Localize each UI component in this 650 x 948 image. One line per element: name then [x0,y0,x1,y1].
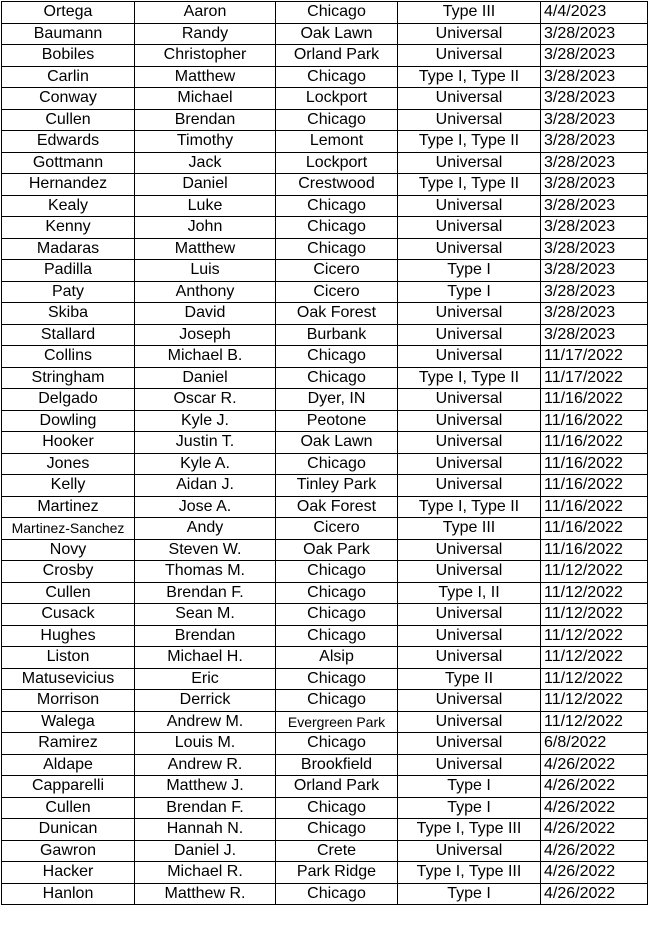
table-row [2,109,648,131]
date-cell: 3/28/2023 [541,281,648,303]
first-name-cell: Oscar R. [135,389,276,411]
city-cell: Oak Lawn [276,432,398,454]
table-row [2,840,648,862]
city-cell: Oak Park [276,539,398,561]
last-name-cell: Kenny [2,217,135,239]
city-cell: Park Ridge [276,862,398,884]
type-cell: Universal [398,23,541,45]
type-cell: Universal [398,647,541,669]
table-row [2,518,648,540]
date-cell: 4/26/2022 [541,797,648,819]
city-cell: Lockport [276,88,398,110]
type-cell: Universal [398,475,541,497]
last-name-cell: Aldape [2,754,135,776]
city-cell: Chicago [276,2,398,24]
table-row [2,346,648,368]
first-name-cell: Daniel J. [135,840,276,862]
city-cell: Chicago [276,238,398,260]
table-body [2,2,648,905]
city-cell: Chicago [276,604,398,626]
date-cell: 3/28/2023 [541,260,648,282]
last-name-cell: Delgado [2,389,135,411]
type-cell: Universal [398,690,541,712]
table-row [2,217,648,239]
city-cell: Orland Park [276,45,398,67]
first-name-cell: David [135,303,276,325]
first-name-cell: Luis [135,260,276,282]
first-name-cell: Hannah N. [135,819,276,841]
type-cell: Universal [398,152,541,174]
type-cell: Universal [398,604,541,626]
table-row [2,45,648,67]
type-cell: Universal [398,453,541,475]
type-cell: Type I, Type II [398,174,541,196]
table-row [2,883,648,905]
date-cell: 4/26/2022 [541,862,648,884]
table-row [2,539,648,561]
type-cell: Type III [398,518,541,540]
table-row [2,561,648,583]
type-cell: Type I [398,797,541,819]
last-name-cell: Hacker [2,862,135,884]
city-cell: Evergreen Park [276,711,398,733]
type-cell: Universal [398,324,541,346]
date-cell: 3/28/2023 [541,174,648,196]
city-cell: Oak Forest [276,496,398,518]
city-cell: Cicero [276,260,398,282]
date-cell: 4/26/2022 [541,776,648,798]
date-cell: 3/28/2023 [541,217,648,239]
table-row [2,496,648,518]
table-row [2,862,648,884]
table-row [2,625,648,647]
first-name-cell: Christopher [135,45,276,67]
city-cell: Dyer, IN [276,389,398,411]
table-row [2,260,648,282]
last-name-cell: Dowling [2,410,135,432]
first-name-cell: Derrick [135,690,276,712]
first-name-cell: Andrew M. [135,711,276,733]
table-row [2,23,648,45]
first-name-cell: Luke [135,195,276,217]
city-cell: Chicago [276,819,398,841]
last-name-cell: Hooker [2,432,135,454]
table-row [2,582,648,604]
last-name-cell: Collins [2,346,135,368]
last-name-cell: Skiba [2,303,135,325]
date-cell: 11/16/2022 [541,475,648,497]
first-name-cell: Jack [135,152,276,174]
table-row [2,88,648,110]
table-row [2,754,648,776]
last-name-cell: Matusevicius [2,668,135,690]
date-cell: 4/26/2022 [541,754,648,776]
date-cell: 11/16/2022 [541,496,648,518]
date-cell: 3/28/2023 [541,109,648,131]
city-cell: Crete [276,840,398,862]
table-row [2,303,648,325]
table-row [2,195,648,217]
type-cell: Universal [398,303,541,325]
type-cell: Type I [398,776,541,798]
last-name-cell: Martinez [2,496,135,518]
city-cell: Chicago [276,346,398,368]
type-cell: Type I, Type II [398,131,541,153]
first-name-cell: Anthony [135,281,276,303]
first-name-cell: John [135,217,276,239]
last-name-cell: Hernandez [2,174,135,196]
date-cell: 3/28/2023 [541,195,648,217]
last-name-cell: Madaras [2,238,135,260]
city-cell: Chicago [276,453,398,475]
type-cell: Universal [398,109,541,131]
date-cell: 6/8/2022 [541,733,648,755]
last-name-cell: Dunican [2,819,135,841]
first-name-cell: Michael H. [135,647,276,669]
date-cell: 3/28/2023 [541,131,648,153]
city-cell: Chicago [276,733,398,755]
first-name-cell: Justin T. [135,432,276,454]
date-cell: 11/12/2022 [541,604,648,626]
first-name-cell: Brendan [135,109,276,131]
table-row [2,475,648,497]
table-row [2,604,648,626]
city-cell: Crestwood [276,174,398,196]
last-name-cell: Stringham [2,367,135,389]
last-name-cell: Edwards [2,131,135,153]
date-cell: 4/26/2022 [541,840,648,862]
table-row [2,174,648,196]
first-name-cell: Joseph [135,324,276,346]
certification-table [1,1,648,905]
type-cell: Universal [398,840,541,862]
date-cell: 3/28/2023 [541,303,648,325]
city-cell: Chicago [276,625,398,647]
first-name-cell: Matthew R. [135,883,276,905]
date-cell: 3/28/2023 [541,324,648,346]
first-name-cell: Eric [135,668,276,690]
table-row [2,797,648,819]
last-name-cell: Jones [2,453,135,475]
date-cell: 11/12/2022 [541,711,648,733]
first-name-cell: Brendan F. [135,582,276,604]
table-row [2,238,648,260]
date-cell: 4/26/2022 [541,819,648,841]
first-name-cell: Michael R. [135,862,276,884]
city-cell: Lemont [276,131,398,153]
type-cell: Universal [398,238,541,260]
first-name-cell: Timothy [135,131,276,153]
city-cell: Oak Forest [276,303,398,325]
last-name-cell: Morrison [2,690,135,712]
first-name-cell: Andy [135,518,276,540]
last-name-cell: Ramirez [2,733,135,755]
type-cell: Universal [398,217,541,239]
type-cell: Universal [398,539,541,561]
date-cell: 11/12/2022 [541,690,648,712]
first-name-cell: Daniel [135,367,276,389]
last-name-cell: Stallard [2,324,135,346]
last-name-cell: Ortega [2,2,135,24]
type-cell: Universal [398,432,541,454]
first-name-cell: Sean M. [135,604,276,626]
date-cell: 4/26/2022 [541,883,648,905]
last-name-cell: Crosby [2,561,135,583]
date-cell: 11/16/2022 [541,539,648,561]
city-cell: Oak Lawn [276,23,398,45]
city-cell: Chicago [276,66,398,88]
city-cell: Tinley Park [276,475,398,497]
table-row [2,389,648,411]
table-row [2,281,648,303]
table-row [2,2,648,24]
city-cell: Cicero [276,518,398,540]
city-cell: Peotone [276,410,398,432]
first-name-cell: Matthew [135,66,276,88]
date-cell: 11/12/2022 [541,668,648,690]
type-cell: Universal [398,346,541,368]
type-cell: Universal [398,45,541,67]
last-name-cell: Cullen [2,582,135,604]
first-name-cell: Randy [135,23,276,45]
city-cell: Alsip [276,647,398,669]
first-name-cell: Aidan J. [135,475,276,497]
date-cell: 3/28/2023 [541,66,648,88]
city-cell: Chicago [276,109,398,131]
date-cell: 3/28/2023 [541,238,648,260]
last-name-cell: Kelly [2,475,135,497]
date-cell: 3/28/2023 [541,88,648,110]
city-cell: Chicago [276,582,398,604]
last-name-cell: Conway [2,88,135,110]
first-name-cell: Michael B. [135,346,276,368]
type-cell: Type I, II [398,582,541,604]
last-name-cell: Martinez-Sanchez [2,518,135,540]
last-name-cell: Gawron [2,840,135,862]
table-row [2,819,648,841]
date-cell: 11/16/2022 [541,453,648,475]
type-cell: Type I, Type III [398,862,541,884]
table-row [2,711,648,733]
first-name-cell: Brendan [135,625,276,647]
last-name-cell: Gottmann [2,152,135,174]
type-cell: Type II [398,668,541,690]
last-name-cell: Kealy [2,195,135,217]
city-cell: Chicago [276,797,398,819]
first-name-cell: Brendan F. [135,797,276,819]
city-cell: Chicago [276,668,398,690]
city-cell: Chicago [276,561,398,583]
first-name-cell: Jose A. [135,496,276,518]
city-cell: Chicago [276,690,398,712]
last-name-cell: Baumann [2,23,135,45]
last-name-cell: Hughes [2,625,135,647]
type-cell: Universal [398,389,541,411]
last-name-cell: Walega [2,711,135,733]
date-cell: 3/28/2023 [541,152,648,174]
type-cell: Universal [398,88,541,110]
date-cell: 11/16/2022 [541,518,648,540]
last-name-cell: Bobiles [2,45,135,67]
city-cell: Chicago [276,217,398,239]
type-cell: Type I [398,883,541,905]
first-name-cell: Matthew [135,238,276,260]
last-name-cell: Cusack [2,604,135,626]
type-cell: Type I, Type II [398,66,541,88]
last-name-cell: Padilla [2,260,135,282]
last-name-cell: Capparelli [2,776,135,798]
first-name-cell: Aaron [135,2,276,24]
table-row [2,776,648,798]
date-cell: 11/16/2022 [541,432,648,454]
city-cell: Brookfield [276,754,398,776]
date-cell: 11/16/2022 [541,389,648,411]
first-name-cell: Daniel [135,174,276,196]
first-name-cell: Thomas M. [135,561,276,583]
first-name-cell: Steven W. [135,539,276,561]
first-name-cell: Michael [135,88,276,110]
last-name-cell: Novy [2,539,135,561]
first-name-cell: Louis M. [135,733,276,755]
last-name-cell: Cullen [2,797,135,819]
type-cell: Universal [398,754,541,776]
table-row [2,367,648,389]
table-row [2,690,648,712]
date-cell: 11/12/2022 [541,647,648,669]
table-row [2,432,648,454]
first-name-cell: Matthew J. [135,776,276,798]
city-cell: Burbank [276,324,398,346]
city-cell: Chicago [276,195,398,217]
date-cell: 11/16/2022 [541,410,648,432]
date-cell: 11/12/2022 [541,561,648,583]
type-cell: Universal [398,195,541,217]
table-row [2,152,648,174]
city-cell: Chicago [276,883,398,905]
date-cell: 11/17/2022 [541,367,648,389]
type-cell: Universal [398,625,541,647]
table-row [2,410,648,432]
type-cell: Universal [398,711,541,733]
type-cell: Universal [398,561,541,583]
table-row [2,453,648,475]
first-name-cell: Andrew R. [135,754,276,776]
type-cell: Type I, Type II [398,367,541,389]
date-cell: 4/4/2023 [541,2,648,24]
table-row [2,324,648,346]
date-cell: 11/12/2022 [541,582,648,604]
date-cell: 3/28/2023 [541,23,648,45]
type-cell: Type I [398,281,541,303]
table-row [2,647,648,669]
first-name-cell: Kyle J. [135,410,276,432]
type-cell: Type I, Type II [398,496,541,518]
last-name-cell: Liston [2,647,135,669]
table-row [2,66,648,88]
date-cell: 3/28/2023 [541,45,648,67]
last-name-cell: Carlin [2,66,135,88]
table-row [2,733,648,755]
type-cell: Type III [398,2,541,24]
table-row [2,131,648,153]
first-name-cell: Kyle A. [135,453,276,475]
last-name-cell: Hanlon [2,883,135,905]
last-name-cell: Paty [2,281,135,303]
type-cell: Universal [398,733,541,755]
city-cell: Cicero [276,281,398,303]
city-cell: Orland Park [276,776,398,798]
type-cell: Universal [398,410,541,432]
city-cell: Lockport [276,152,398,174]
city-cell: Chicago [276,367,398,389]
type-cell: Type I, Type III [398,819,541,841]
date-cell: 11/12/2022 [541,625,648,647]
type-cell: Type I [398,260,541,282]
table-row [2,668,648,690]
date-cell: 11/17/2022 [541,346,648,368]
last-name-cell: Cullen [2,109,135,131]
